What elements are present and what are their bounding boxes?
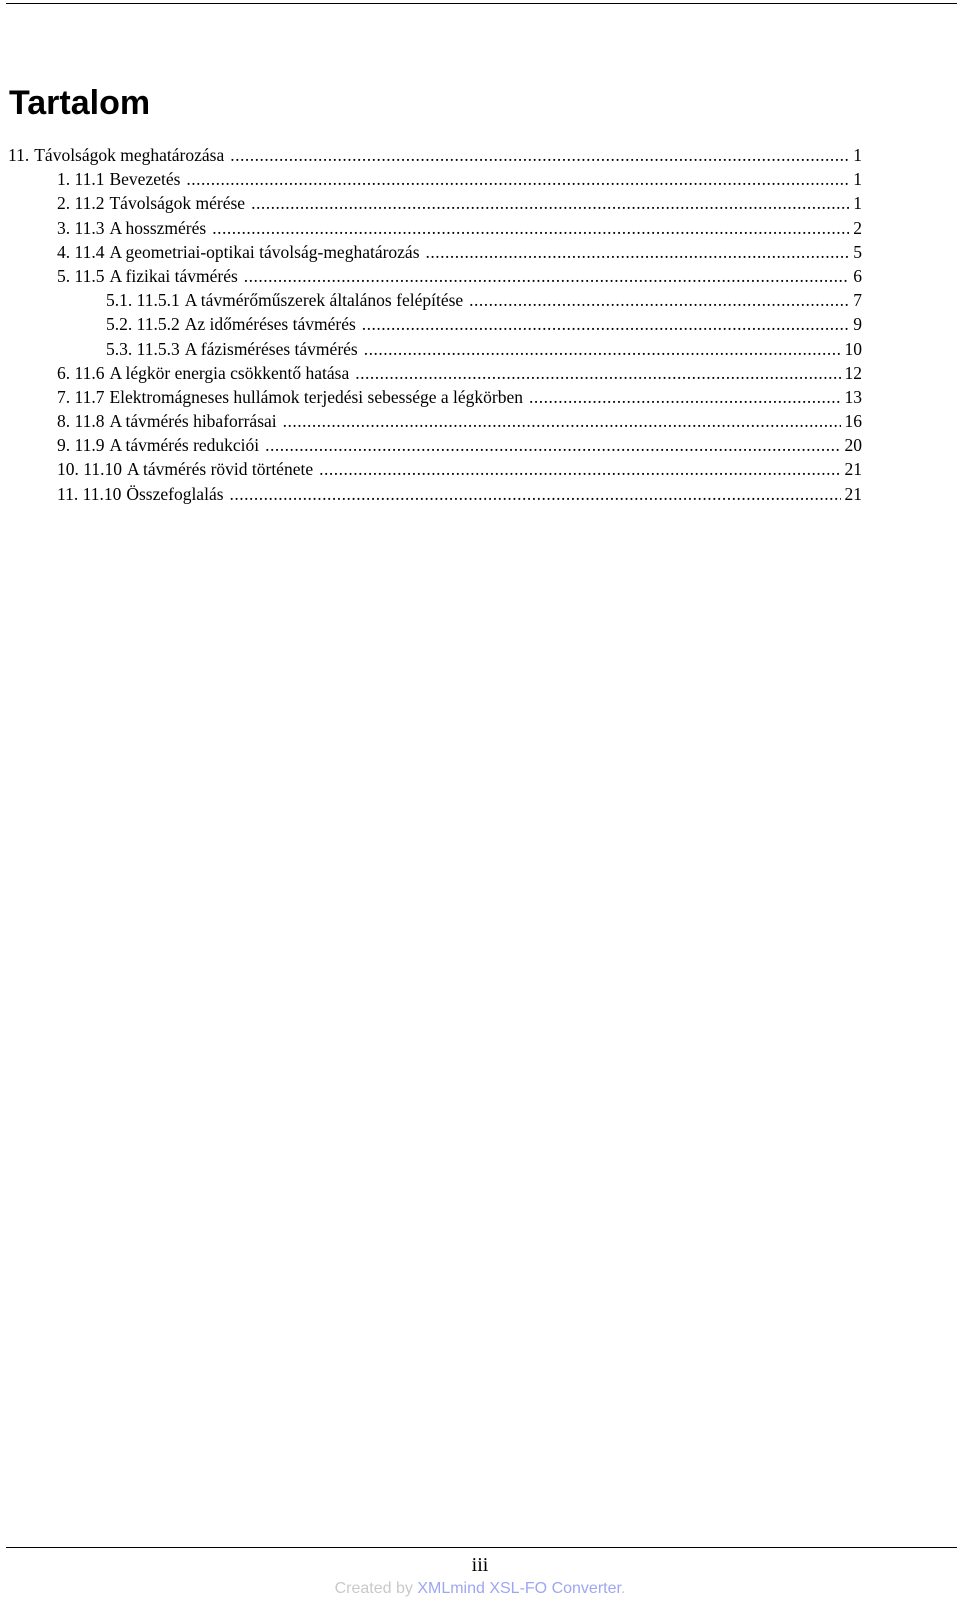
toc-dot-leader (212, 216, 849, 240)
toc-entry[interactable] (0, 385, 862, 409)
toc-entry-page[interactable]: 1 (853, 193, 862, 214)
page-title: Tartalom (9, 84, 151, 122)
toc-entry[interactable] (0, 482, 862, 506)
toc-entry-title[interactable]: A légkör energia csökkentő hatása (109, 362, 350, 383)
toc-entry[interactable] (0, 240, 862, 264)
bottom-rule (6, 1547, 957, 1548)
toc-dot-leader (426, 240, 850, 264)
toc-entry-page[interactable]: 5 (853, 241, 862, 262)
toc-entry-title[interactable]: A távmérés redukciói (109, 435, 260, 456)
toc-dot-leader (319, 457, 840, 481)
toc-dot-leader (283, 409, 841, 433)
toc-entry-number: 5.1. 11.5.1 (106, 290, 180, 311)
toc-entry-title[interactable]: Összefoglalás (126, 483, 224, 504)
toc-entry[interactable] (0, 264, 862, 288)
toc-entry-title[interactable]: A hosszmérés (109, 217, 207, 238)
toc-dot-leader (355, 361, 840, 385)
toc-entry-number: 8. 11.8 (57, 411, 105, 432)
toc-entry-page[interactable]: 7 (853, 290, 862, 311)
toc-dot-leader (230, 482, 841, 506)
toc-entry-title[interactable]: A fázisméréses távmérés (184, 338, 358, 359)
toc-dot-leader (469, 288, 849, 312)
toc-entry-number: 4. 11.4 (57, 241, 105, 262)
toc-entry-number: 3. 11.3 (57, 217, 105, 238)
toc-entry-title[interactable]: A fizikai távmérés (109, 265, 238, 286)
toc-dot-leader (230, 143, 849, 167)
toc-dot-leader (186, 167, 849, 191)
toc-entry-page[interactable]: 16 (844, 411, 862, 432)
toc-entry-page[interactable]: 10 (844, 338, 862, 359)
page-number: iii (471, 1554, 489, 1576)
toc-entry-page[interactable]: 6 (853, 265, 862, 286)
toc-entry[interactable] (0, 143, 862, 167)
toc-entry[interactable] (0, 216, 862, 240)
toc-dot-leader (529, 385, 840, 409)
toc-entry-number: 7. 11.7 (57, 386, 105, 407)
toc-entry-page[interactable]: 2 (853, 217, 862, 238)
toc-entry-title[interactable]: Bevezetés (109, 169, 181, 190)
toc-dot-leader (244, 264, 849, 288)
toc-entry-title[interactable]: Távolságok meghatározása (34, 145, 225, 165)
top-rule (6, 3, 957, 4)
toc-entry-number: 5.3. 11.5.3 (106, 338, 180, 359)
credit-prefix: Created by (334, 1580, 418, 1597)
toc-entry-title[interactable]: A távmérés rövid története (126, 459, 314, 480)
toc-list (0, 143, 960, 506)
toc-entry-number: 9. 11.9 (57, 435, 105, 456)
toc-entry[interactable] (0, 361, 862, 385)
toc-entry-page[interactable]: 20 (844, 435, 862, 456)
toc-entry-title[interactable]: Az időméréses távmérés (184, 314, 356, 335)
credit-suffix: . (620, 1580, 626, 1597)
toc-dot-leader (362, 312, 849, 336)
toc-entry[interactable] (0, 457, 862, 481)
toc-entry-page[interactable]: 21 (844, 459, 862, 480)
toc-entry-number: 2. 11.2 (57, 193, 105, 214)
toc-entry-page[interactable]: 1 (853, 145, 862, 165)
toc-entry[interactable] (0, 337, 862, 361)
toc-entry[interactable] (0, 191, 862, 215)
toc-entry-number: 1. 11.1 (57, 169, 105, 190)
toc-entry-number: 11. (8, 145, 30, 165)
toc-entry-number: 11. 11.10 (57, 483, 122, 504)
toc-dot-leader (251, 191, 849, 215)
footer-credit (0, 1578, 960, 1600)
toc-entry-number: 5.2. 11.5.2 (106, 314, 180, 335)
toc-entry[interactable] (0, 312, 862, 336)
toc-entry-page[interactable]: 1 (853, 169, 862, 190)
toc-entry-page[interactable]: 12 (844, 362, 862, 383)
toc-entry-page[interactable]: 13 (844, 386, 862, 407)
toc-entry-number: 6. 11.6 (57, 362, 105, 383)
toc-entry[interactable] (0, 167, 862, 191)
toc-entry-title[interactable]: A távmérés hibaforrásai (109, 411, 277, 432)
toc-dot-leader (265, 433, 840, 457)
toc-entry[interactable] (0, 433, 862, 457)
toc-entry[interactable] (0, 288, 862, 312)
toc-entry-page[interactable]: 9 (853, 314, 862, 335)
toc-entry-title[interactable]: A geometriai-optikai távolság-meghatározás (109, 241, 420, 262)
toc-entry[interactable] (0, 409, 862, 433)
toc-entry-title[interactable]: Elektromágneses hullámok terjedési sebessége a légkörben (109, 386, 524, 407)
credit-link[interactable]: XMLmind XSL-FO Converter (417, 1580, 621, 1597)
toc-dot-leader (364, 337, 841, 361)
toc-entry-title[interactable]: Távolságok mérése (109, 193, 246, 214)
toc-entry-page[interactable]: 21 (844, 483, 862, 504)
toc-entry-title[interactable]: A távmérőműszerek általános felépítése (184, 290, 464, 311)
toc-entry-number: 10. 11.10 (57, 459, 122, 480)
toc-entry-number: 5. 11.5 (57, 265, 105, 286)
